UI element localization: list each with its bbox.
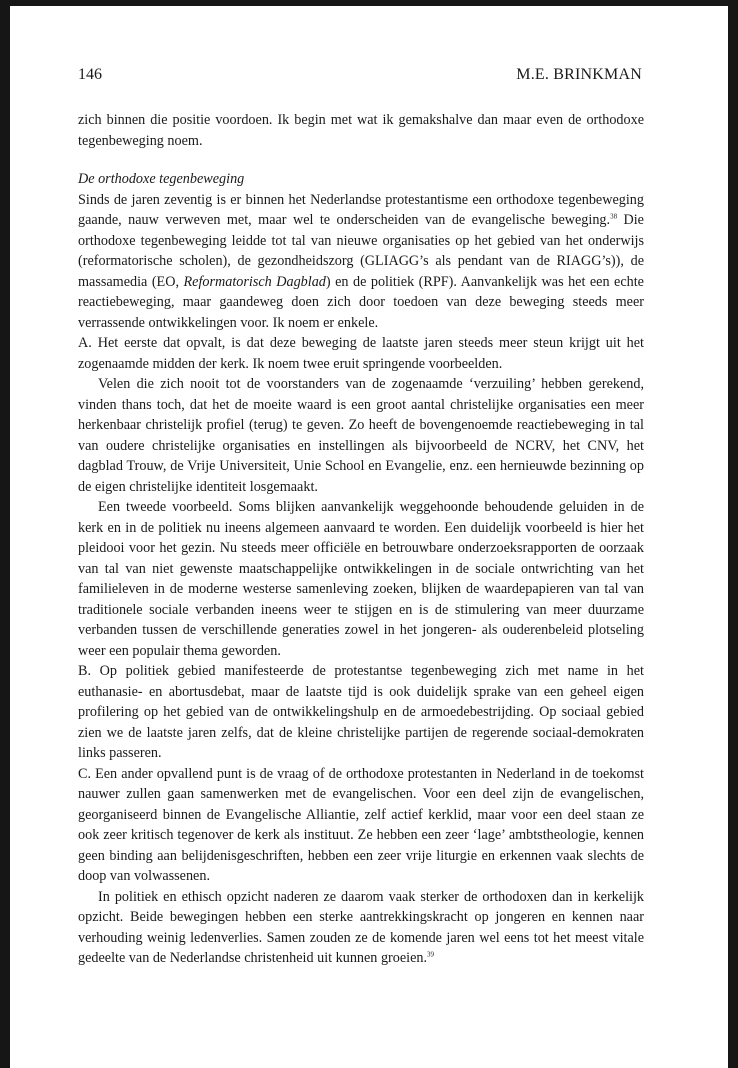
paragraph-ethisch — [78, 887, 644, 969]
p1-text-a: Sinds de jaren zeventig is er binnen het Nederlandse protestantisme een orthodoxe tegenbeweging gaande, nauw verweven met, maar wel te onderscheiden van de evangelische beweging. — [78, 191, 644, 228]
p1-text-b: Die orthodoxe tegenbeweging leidde tot tal van nieuwe organisaties op het gebied van het onderwijs (reformatorische scholen), de gezondheidszorg (GLIAGG’s als pendant van de RIAGG’s)), de massamedia (EO, — [78, 212, 644, 290]
page-number: 146 — [78, 66, 102, 83]
p1-text-c: ) en de politiek (RPF). Aanvankelijk was het een echte reactiebeweging, maar gaandeweg doen zich door toedoen van deze beweging steeds meer verrassende ontwikkelingen voor. Ik noem er enkele. — [78, 273, 644, 331]
paragraph-tweede-voorbeeld: Een tweede voorbeeld. Soms blijken aanvankelijk weggehoonde behoudende geluiden in de kerk en in de politiek nu ineens algemeen aanvaard te worden. Een duidelijk voorbeeld is hier het pleidooi voor het gezin. Nu steeds meer officiële en betrouwbare onderzoeksrapporten de oorzaak van tal van niet gewenste maatschappelijke ontwikkelingen in de sociale ontwrichting van het familieleven in de moderne westerse samenleving zoeken, blijken de waardepapieren van tal van traditionele sociale verbanden ineens weer te stijgen en is de stimulering van meer duurzame verbanden tussen de verschillende generaties zowel in het jongeren- als ouderenbeleid plotseling weer een populair thema geworden. — [78, 499, 644, 659]
running-title: M.E. BRINKMAN — [516, 66, 642, 83]
scan-edge-top — [0, 0, 738, 6]
paragraph-velen: Velen die zich nooit tot de voorstanders van de zogenaamde ‘verzuiling’ hebben gerekend, vinden thans toch, dat het de moeite waard is een groot aantal christelijke organisaties een meer herkenbaar christelijk profiel (terug) te geven. Zo heeft de bovengenoemde reactiebeweging in tal van oudere christelijke organisaties en instellingen als bijvoorbeeld de NCRV, het CNV, het dagblad Trouw, de Vrije Universiteit, Unie School en Evangelie, enz. een hernieuwde bezinning op de eigen christelijke identiteit losgemaakt. — [78, 376, 644, 495]
paragraph-c: C. Een ander opvallend punt is de vraag of de orthodoxe protestanten in Nederland in de toekomst nauwer zullen gaan samenwerken met de evangelischen. Voor een deel zijn de evangelischen, georganiseerd binnen de Evangelische Alliantie, zelf actief kerklid, maar voor een deel staan ze ook zeer kritisch tegenover de kerk als instituut. Ze hebben een zeer ‘lage’ ambtstheologie, kennen geen binding aan belijdenisgeschriften, hebben een zeer vrije liturgie en erkennen vaak slechts de doop van volwassenen. — [78, 765, 644, 884]
p1-italic-title: Reformatorisch Dagblad — [183, 273, 326, 290]
paragraph-b: B. Op politiek gebied manifesteerde de protestantse tegenbeweging zich met name in het euthanasie- en abortusdebat, maar de laatste tijd is ook duidelijk sprake van een geheel eigen profilering op het gebied van de ontwikkelingshulp en de armoedebestrijding. Op sociaal gebied zien we de laatste jaren zelfs, dat de kleine christelijke partijen de regerende sociaal-demokraten links passeren. — [78, 663, 644, 761]
paragraph-intro-movement — [78, 190, 644, 334]
body-text — [78, 110, 644, 969]
scan-edge-right — [728, 0, 738, 1068]
footnote-marker-39: 39 — [427, 950, 435, 959]
scan-edge-left — [0, 0, 10, 1068]
footnote-marker-38: 38 — [610, 212, 618, 221]
section-heading: De orthodoxe tegenbeweging — [78, 171, 245, 187]
ethisch-text: In politiek en ethisch opzicht naderen ze daarom vaak sterker de orthodoxen dan in kerkelijk opzicht. Beide bewegingen hebben een sterke aantrekkingskracht op jongeren en kennen naar verhouding weinig ledenverlies. Samen zouden ze de komende jaren wel eens tot het meest vitale gedeelte van de Nederlandse christenheid uit kunnen groeien. — [78, 888, 644, 966]
intro-paragraph: zich binnen die positie voordoen. Ik begin met wat ik gemakshalve dan maar even de orthodoxe tegenbeweging noem. — [78, 112, 644, 149]
paragraph-a: A. Het eerste dat opvalt, is dat deze beweging de laatste jaren steeds meer steun krijgt uit het zogenaamde midden der kerk. Ik noem twee eruit springende voorbeelden. — [78, 335, 644, 372]
